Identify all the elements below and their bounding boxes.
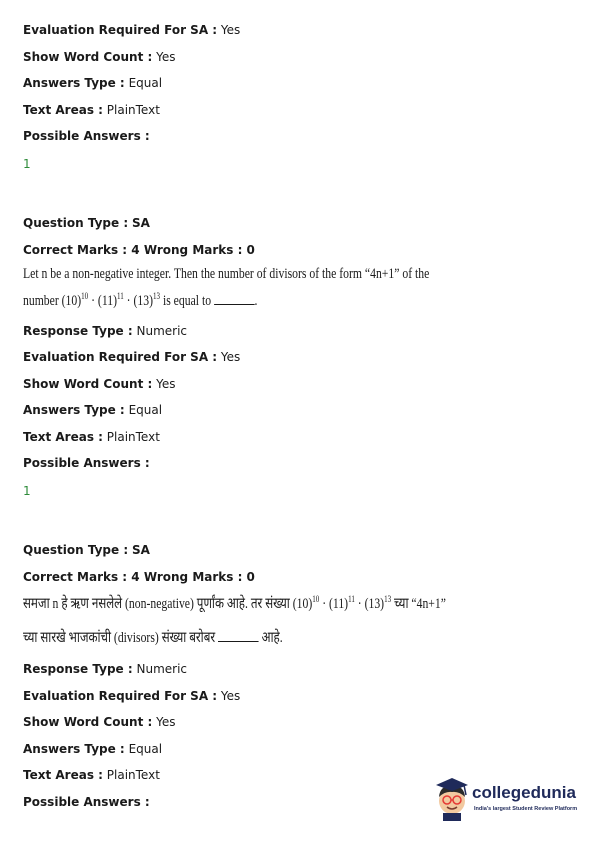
evaluation-required-row xyxy=(23,23,240,37)
field-value: PlainText xyxy=(106,430,160,444)
question-text-line1 xyxy=(23,595,446,613)
field-label: Text Areas : xyxy=(23,430,103,444)
question-text-part: च्या “4n+1” xyxy=(391,596,446,612)
exponent: 11 xyxy=(348,594,355,604)
field-value: PlainText xyxy=(106,103,160,117)
field-label: Text Areas : xyxy=(23,768,103,782)
field-label: Evaluation Required For SA : xyxy=(23,350,218,364)
answer-blank xyxy=(218,629,259,642)
field-label: Question Type : xyxy=(23,543,129,557)
question-text-part: . xyxy=(254,293,258,309)
question-text-part: समजा n हे ऋण नसलेले (non-negative) पूर्णांक आहे. तर संख्या (10) xyxy=(23,596,313,612)
question-text-line1: Let n be a non-negative integer. Then the number of divisors of the form “4n+1” of the xyxy=(23,266,430,282)
question-text-part: · (13) xyxy=(354,596,385,612)
possible-answer-value: 1 xyxy=(23,157,31,171)
response-type-row xyxy=(23,662,187,676)
field-label: Response Type : xyxy=(23,662,133,676)
answers-type-row xyxy=(23,403,162,417)
question-text-part: आहे. xyxy=(258,630,283,646)
question-text-part: च्या सारखे भाजकांची (divisors) संख्या बरोबर xyxy=(23,630,219,646)
question-type-row xyxy=(23,216,150,230)
exponent: 13 xyxy=(384,594,392,604)
field-label: Answers Type : xyxy=(23,76,125,90)
possible-answer-value: 1 xyxy=(23,484,31,498)
field-value: Yes xyxy=(156,715,176,729)
evaluation-required-row xyxy=(23,689,240,703)
field-label: Text Areas : xyxy=(23,103,103,117)
mascot-icon xyxy=(432,775,472,821)
marks-text: Correct Marks : 4 Wrong Marks : 0 xyxy=(23,243,255,257)
field-label: Show Word Count : xyxy=(23,377,153,391)
possible-answers-row xyxy=(23,129,150,143)
question-text-part: · (11) xyxy=(88,293,117,309)
field-label: Possible Answers : xyxy=(23,129,150,143)
exponent: 10 xyxy=(312,594,320,604)
field-value: Yes xyxy=(220,689,241,703)
field-value: PlainText xyxy=(106,768,160,782)
field-label: Show Word Count : xyxy=(23,715,153,729)
logo-wordmark: collegedunia xyxy=(472,783,576,802)
question-text-line2 xyxy=(23,629,283,647)
marks-row xyxy=(23,243,255,257)
field-label: Question Type : xyxy=(23,216,129,230)
question-text-part: is equal to xyxy=(160,293,214,309)
marks-row xyxy=(23,570,255,584)
field-value: Yes xyxy=(220,23,241,37)
possible-answers-row xyxy=(23,795,150,809)
field-label: Response Type : xyxy=(23,324,133,338)
field-label: Possible Answers : xyxy=(23,456,150,470)
field-label: Evaluation Required For SA : xyxy=(23,689,218,703)
answer-blank xyxy=(214,292,255,305)
show-word-count-row xyxy=(23,715,175,729)
response-type-row xyxy=(23,324,187,338)
exponent: 10 xyxy=(81,291,89,301)
exponent: 11 xyxy=(116,291,124,301)
field-label: Possible Answers : xyxy=(23,795,150,809)
field-value: Equal xyxy=(128,403,163,417)
collegedunia-logo xyxy=(432,775,582,823)
field-value: Yes xyxy=(156,50,176,64)
field-label: Show Word Count : xyxy=(23,50,153,64)
field-value: Equal xyxy=(128,76,163,90)
show-word-count-row xyxy=(23,377,175,391)
question-text-part: · (13) xyxy=(123,293,154,309)
field-value: Numeric xyxy=(136,662,188,676)
field-value: Yes xyxy=(156,377,176,391)
logo-tagline: India's largest Student Review Platform xyxy=(474,806,578,812)
field-value: SA xyxy=(131,543,150,557)
field-label: Evaluation Required For SA : xyxy=(23,23,218,37)
show-word-count-row xyxy=(23,50,175,64)
field-value: SA xyxy=(131,216,150,230)
question-type-row xyxy=(23,543,150,557)
text-areas-row xyxy=(23,768,160,782)
field-label: Answers Type : xyxy=(23,742,125,756)
marks-text: Correct Marks : 4 Wrong Marks : 0 xyxy=(23,570,255,584)
exponent: 13 xyxy=(153,291,161,301)
field-value: Equal xyxy=(128,742,163,756)
question-text-part: number (10) xyxy=(23,293,82,309)
field-value: Numeric xyxy=(136,324,188,338)
question-text-line2 xyxy=(23,292,257,310)
question-text-part: · (11) xyxy=(319,596,349,612)
possible-answers-row xyxy=(23,456,150,470)
field-label: Answers Type : xyxy=(23,403,125,417)
answers-type-row xyxy=(23,742,162,756)
text-areas-row xyxy=(23,103,160,117)
text-areas-row xyxy=(23,430,160,444)
answers-type-row xyxy=(23,76,162,90)
evaluation-required-row xyxy=(23,350,240,364)
field-value: Yes xyxy=(220,350,241,364)
